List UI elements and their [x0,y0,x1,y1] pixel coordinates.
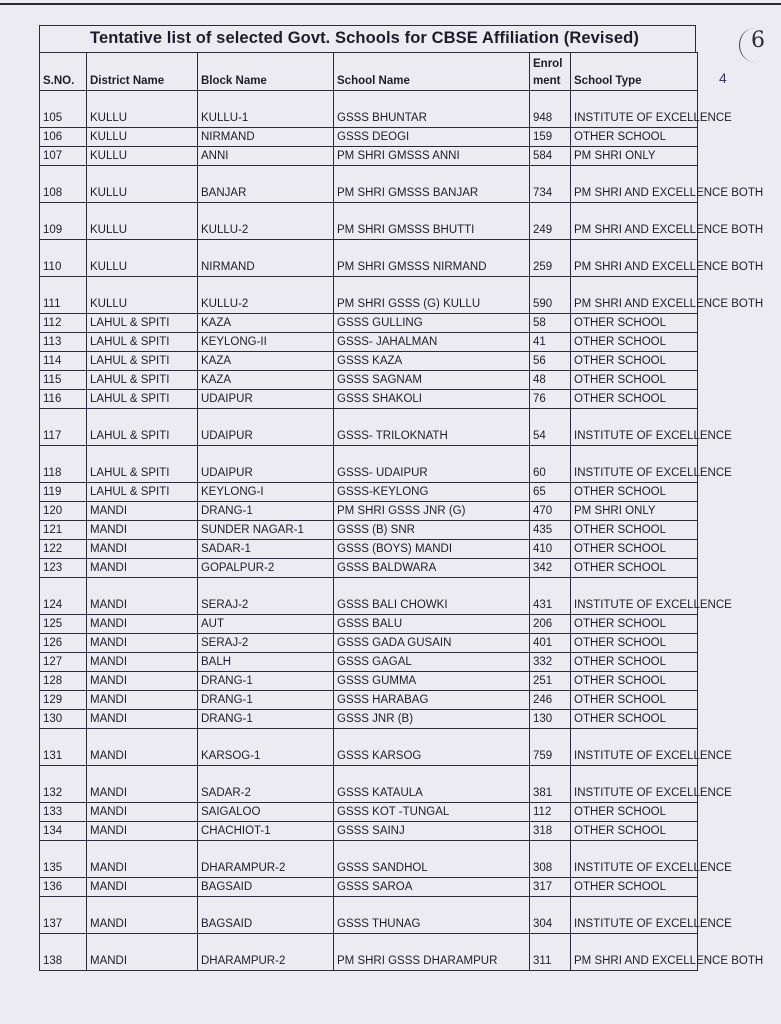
cell-school: PM SHRI GMSSS BHUTTI [334,203,530,240]
table-row [40,691,698,710]
cell-enrolment: 130 [530,710,571,729]
cell-district: MANDI [87,634,198,653]
cell-school: GSSS SAGNAM [334,371,530,390]
cell-block: DHARAMPUR-2 [198,934,334,971]
cell-sno: 124 [40,578,87,615]
cell-district: LAHUL & SPITI [87,314,198,333]
cell-district: MANDI [87,878,198,897]
cell-sno: 105 [40,91,87,128]
cell-block: UDAIPUR [198,446,334,483]
cell-sno: 127 [40,653,87,672]
cell-school: GSSS KAZA [334,352,530,371]
cell-type: INSTITUTE OF EXCELLENCE [571,91,698,128]
cell-enrolment: 48 [530,371,571,390]
cell-type: PM SHRI AND EXCELLENCE BOTH [571,277,698,314]
cell-school: GSSS BALI CHOWKI [334,578,530,615]
cell-school: PM SHRI GSSS (G) KULLU [334,277,530,314]
cell-district: MANDI [87,615,198,634]
cell-type: PM SHRI ONLY [571,147,698,166]
cell-block: DRANG-1 [198,710,334,729]
cell-sno: 117 [40,409,87,446]
cell-school: GSSS KARSOG [334,729,530,766]
cell-school: GSSS BALU [334,615,530,634]
cell-school: GSSS KATAULA [334,766,530,803]
cell-school: GSSS THUNAG [334,897,530,934]
table-row [40,729,698,766]
page-number [731,24,771,64]
cell-district: MANDI [87,841,198,878]
cell-sno: 107 [40,147,87,166]
cell-type: OTHER SCHOOL [571,822,698,841]
table-row [40,710,698,729]
cell-sno: 119 [40,483,87,502]
cell-district: MANDI [87,803,198,822]
cell-block: BANJAR [198,166,334,203]
cell-enrolment: 317 [530,878,571,897]
cell-school: GSSS KOT -TUNGAL [334,803,530,822]
cell-block: DRANG-1 [198,672,334,691]
table-row [40,314,698,333]
cell-school: GSSS BHUNTAR [334,91,530,128]
cell-enrolment: 56 [530,352,571,371]
cell-district: KULLU [87,203,198,240]
cell-sno: 132 [40,766,87,803]
cell-block: KULLU-2 [198,203,334,240]
table-row [40,803,698,822]
cell-school: GSSS GAGAL [334,653,530,672]
cell-type: INSTITUTE OF EXCELLENCE [571,766,698,803]
cell-district: KULLU [87,240,198,277]
cell-enrolment: 304 [530,897,571,934]
cell-enrolment: 318 [530,822,571,841]
cell-school: GSSS (BOYS) MANDI [334,540,530,559]
cell-enrolment: 948 [530,91,571,128]
table-row [40,128,698,147]
cell-enrolment: 308 [530,841,571,878]
cell-sno: 116 [40,390,87,409]
cell-type: OTHER SCHOOL [571,333,698,352]
table-row [40,653,698,672]
table-body [40,91,764,971]
table-row [40,822,698,841]
cell-school: GSSS SANDHOL [334,841,530,878]
cell-district: MANDI [87,502,198,521]
table-row [40,240,698,277]
cell-type: OTHER SCHOOL [571,653,698,672]
cell-sno: 122 [40,540,87,559]
cell-sno: 109 [40,203,87,240]
cell-district: LAHUL & SPITI [87,352,198,371]
cell-enrolment: 249 [530,203,571,240]
margin-mark: 4 [719,70,727,86]
table-row [40,559,698,578]
cell-block: SERAJ-2 [198,634,334,653]
cell-enrolment: 590 [530,277,571,314]
schools-table [39,52,764,971]
cell-type: OTHER SCHOOL [571,390,698,409]
top-edge-line [0,3,781,5]
table-row [40,841,698,878]
cell-type: INSTITUTE OF EXCELLENCE [571,409,698,446]
cell-sno: 126 [40,634,87,653]
cell-district: KULLU [87,128,198,147]
cell-school: GSSS- UDAIPUR [334,446,530,483]
cell-sno: 123 [40,559,87,578]
cell-district: MANDI [87,691,198,710]
cell-sno: 128 [40,672,87,691]
cell-enrolment: 159 [530,128,571,147]
cell-enrolment: 54 [530,409,571,446]
cell-enrolment: 734 [530,166,571,203]
cell-type: PM SHRI AND EXCELLENCE BOTH [571,934,698,971]
cell-block: KULLU-2 [198,277,334,314]
cell-sno: 115 [40,371,87,390]
cell-school: PM SHRI GSSS JNR (G) [334,502,530,521]
cell-type: PM SHRI AND EXCELLENCE BOTH [571,203,698,240]
table-row [40,615,698,634]
table-row [40,934,698,971]
table-row [40,540,698,559]
table-row [40,897,698,934]
cell-type: OTHER SCHOOL [571,521,698,540]
cell-sno: 138 [40,934,87,971]
cell-block: CHACHIOT-1 [198,822,334,841]
table-row [40,333,698,352]
cell-type: OTHER SCHOOL [571,128,698,147]
cell-sno: 120 [40,502,87,521]
cell-school: GSSS GULLING [334,314,530,333]
cell-sno: 112 [40,314,87,333]
cell-enrolment: 311 [530,934,571,971]
cell-block: SUNDER NAGAR-1 [198,521,334,540]
cell-block: BAGSAID [198,878,334,897]
cell-school: GSSS GADA GUSAIN [334,634,530,653]
header-sno: S.NO. [40,53,87,91]
cell-sno: 110 [40,240,87,277]
cell-sno: 131 [40,729,87,766]
cell-sno: 111 [40,277,87,314]
cell-district: MANDI [87,934,198,971]
table-row [40,409,698,446]
cell-sno: 121 [40,521,87,540]
cell-block: SAIGALOO [198,803,334,822]
cell-block: UDAIPUR [198,409,334,446]
cell-enrolment: 206 [530,615,571,634]
header-school: School Name [334,53,530,91]
cell-type: OTHER SCHOOL [571,559,698,578]
cell-enrolment: 435 [530,521,571,540]
cell-block: KEYLONG-II [198,333,334,352]
cell-district: LAHUL & SPITI [87,409,198,446]
cell-sno: 114 [40,352,87,371]
cell-school: PM SHRI GMSSS BANJAR [334,166,530,203]
cell-district: KULLU [87,277,198,314]
cell-school: GSSS DEOGI [334,128,530,147]
cell-enrolment: 401 [530,634,571,653]
cell-district: LAHUL & SPITI [87,390,198,409]
cell-type: OTHER SCHOOL [571,540,698,559]
cell-type: OTHER SCHOOL [571,371,698,390]
cell-district: MANDI [87,710,198,729]
table-row [40,91,698,128]
cell-type: OTHER SCHOOL [571,615,698,634]
cell-district: MANDI [87,559,198,578]
cell-district: MANDI [87,672,198,691]
cell-school: PM SHRI GMSSS NIRMAND [334,240,530,277]
cell-school: GSSS- JAHALMAN [334,333,530,352]
cell-type: INSTITUTE OF EXCELLENCE [571,729,698,766]
cell-school: PM SHRI GSSS DHARAMPUR [334,934,530,971]
cell-enrolment: 65 [530,483,571,502]
cell-district: MANDI [87,729,198,766]
cell-sno: 118 [40,446,87,483]
cell-block: KAZA [198,352,334,371]
cell-sno: 129 [40,691,87,710]
cell-block: KARSOG-1 [198,729,334,766]
cell-enrolment: 58 [530,314,571,333]
table-row [40,147,698,166]
cell-block: SADAR-1 [198,540,334,559]
cell-enrolment: 76 [530,390,571,409]
cell-enrolment: 470 [530,502,571,521]
cell-enrolment: 584 [530,147,571,166]
cell-sno: 134 [40,822,87,841]
cell-enrolment: 410 [530,540,571,559]
cell-block: SERAJ-2 [198,578,334,615]
cell-block: SADAR-2 [198,766,334,803]
cell-sno: 130 [40,710,87,729]
cell-block: DRANG-1 [198,691,334,710]
cell-district: MANDI [87,897,198,934]
cell-enrolment: 431 [530,578,571,615]
cell-enrolment: 381 [530,766,571,803]
cell-district: KULLU [87,91,198,128]
cell-type: PM SHRI ONLY [571,502,698,521]
header-enrolment: Enrol ment [530,53,571,91]
cell-type: OTHER SCHOOL [571,672,698,691]
header-district: District Name [87,53,198,91]
cell-district: MANDI [87,578,198,615]
header-type: School Type [571,53,698,91]
table-row [40,578,698,615]
cell-block: KEYLONG-I [198,483,334,502]
cell-sno: 135 [40,841,87,878]
cell-block: DHARAMPUR-2 [198,841,334,878]
cell-district: MANDI [87,653,198,672]
cell-type: OTHER SCHOOL [571,710,698,729]
cell-type: OTHER SCHOOL [571,878,698,897]
cell-type: OTHER SCHOOL [571,634,698,653]
table-row [40,878,698,897]
page-number-text: 6 [751,28,765,53]
cell-block: UDAIPUR [198,390,334,409]
table-row [40,521,698,540]
table-row [40,634,698,653]
cell-district: MANDI [87,822,198,841]
table-row [40,502,698,521]
cell-type: PM SHRI AND EXCELLENCE BOTH [571,166,698,203]
cell-block: BALH [198,653,334,672]
cell-type: INSTITUTE OF EXCELLENCE [571,841,698,878]
table-row [40,166,698,203]
cell-type: OTHER SCHOOL [571,483,698,502]
cell-school: GSSS SAROA [334,878,530,897]
table-row [40,446,698,483]
cell-school: GSSS (B) SNR [334,521,530,540]
cell-enrolment: 342 [530,559,571,578]
cell-school: GSSS SHAKOLI [334,390,530,409]
cell-enrolment: 41 [530,333,571,352]
table-row [40,352,698,371]
cell-district: LAHUL & SPITI [87,371,198,390]
cell-block: GOPALPUR-2 [198,559,334,578]
table-row [40,277,698,314]
cell-district: LAHUL & SPITI [87,446,198,483]
cell-block: BAGSAID [198,897,334,934]
cell-type: PM SHRI AND EXCELLENCE BOTH [571,240,698,277]
cell-type: INSTITUTE OF EXCELLENCE [571,897,698,934]
cell-sno: 106 [40,128,87,147]
cell-school: PM SHRI GMSSS ANNI [334,147,530,166]
cell-school: GSSS BALDWARA [334,559,530,578]
cell-block: NIRMAND [198,240,334,277]
table-row [40,483,698,502]
cell-district: KULLU [87,166,198,203]
cell-type: OTHER SCHOOL [571,352,698,371]
cell-type: INSTITUTE OF EXCELLENCE [571,446,698,483]
cell-block: DRANG-1 [198,502,334,521]
cell-school: GSSS- TRILOKNATH [334,409,530,446]
cell-district: KULLU [87,147,198,166]
header-block: Block Name [198,53,334,91]
cell-district: LAHUL & SPITI [87,333,198,352]
cell-district: MANDI [87,521,198,540]
cell-enrolment: 332 [530,653,571,672]
table-row [40,203,698,240]
document-title: Tentative list of selected Govt. Schools for CBSE Affiliation (Revised) [90,29,639,47]
cell-enrolment: 246 [530,691,571,710]
cell-school: GSSS HARABAG [334,691,530,710]
cell-sno: 108 [40,166,87,203]
cell-school: GSSS JNR (B) [334,710,530,729]
cell-block: KAZA [198,371,334,390]
cell-block: ANNI [198,147,334,166]
cell-block: KAZA [198,314,334,333]
cell-sno: 136 [40,878,87,897]
cell-enrolment: 259 [530,240,571,277]
cell-enrolment: 60 [530,446,571,483]
cell-enrolment: 759 [530,729,571,766]
cell-school: GSSS GUMMA [334,672,530,691]
cell-sno: 125 [40,615,87,634]
cell-school: GSSS SAINJ [334,822,530,841]
cell-type: OTHER SCHOOL [571,803,698,822]
cell-block: KULLU-1 [198,91,334,128]
cell-type: OTHER SCHOOL [571,691,698,710]
cell-enrolment: 112 [530,803,571,822]
cell-enrolment: 251 [530,672,571,691]
cell-type: OTHER SCHOOL [571,314,698,333]
cell-type: INSTITUTE OF EXCELLENCE [571,578,698,615]
cell-district: MANDI [87,540,198,559]
table-row [40,371,698,390]
cell-district: MANDI [87,766,198,803]
table-row [40,766,698,803]
table-header-row [40,53,698,91]
cell-district: LAHUL & SPITI [87,483,198,502]
cell-school: GSSS-KEYLONG [334,483,530,502]
cell-sno: 133 [40,803,87,822]
cell-sno: 137 [40,897,87,934]
table-row [40,672,698,691]
cell-sno: 113 [40,333,87,352]
cell-block: NIRMAND [198,128,334,147]
cell-block: AUT [198,615,334,634]
table-row [40,390,698,409]
